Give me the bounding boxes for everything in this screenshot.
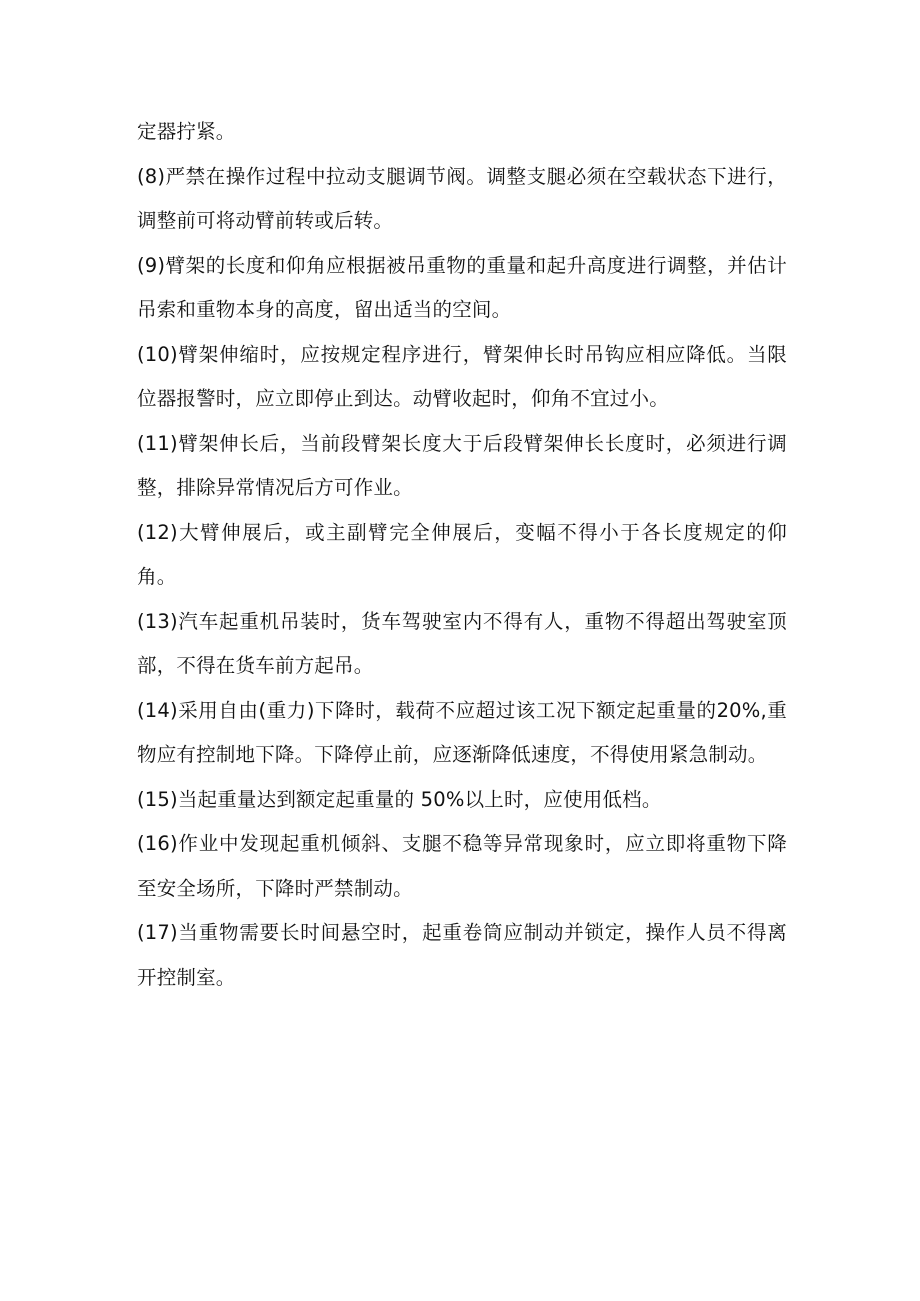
document-body xyxy=(137,110,787,1000)
paragraph-item-12: (12)大臂伸展后，或主副臂完全伸展后，变幅不得小于各长度规定的仰角。 xyxy=(137,520,787,588)
paragraph-item-17: (17)当重物需要长时间悬空时，起重卷筒应制动并锁定，操作人员不得离开控制室。 xyxy=(137,921,787,989)
paragraph-item-14: (14)采用自由(重力)下降时，载荷不应超过该工况下额定起重量的20%,重物应有控制地下降。下降停止前，应逐渐降低速度，不得使用紧急制动。 xyxy=(137,698,787,766)
paragraph-item-10: (10)臂架伸缩时，应按规定程序进行，臂架伸长时吊钩应相应降低。当限位器报警时，应立即停止到达。动臂收起时，仰角不宜过小。 xyxy=(137,342,787,410)
paragraph-item-15: (15)当起重量达到额定起重量的 50%以上时，应使用低档。 xyxy=(137,787,662,811)
paragraph-item-11: (11)臂架伸长后，当前段臂架长度大于后段臂架伸长长度时，必须进行调整，排除异常情况后方可作业。 xyxy=(137,431,787,499)
paragraph-item-16: (16)作业中发现起重机倾斜、支腿不稳等异常现象时，应立即将重物下降至安全场所，下降时严禁制动。 xyxy=(137,832,787,900)
paragraph-item-8: (8)严禁在操作过程中拉动支腿调节阀。调整支腿必须在空载状态下进行，调整前可将动臂前转或后转。 xyxy=(137,164,787,232)
paragraph-item-9: (9)臂架的长度和仰角应根据被吊重物的重量和起升高度进行调整，并估计吊索和重物本身的高度，留出适当的空间。 xyxy=(137,253,787,321)
paragraph-continuation: 定器拧紧。 xyxy=(137,120,236,143)
paragraph-item-13: (13)汽车起重机吊装时，货车驾驶室内不得有人，重物不得超出驾驶室顶部，不得在货车前方起吊。 xyxy=(137,609,787,677)
